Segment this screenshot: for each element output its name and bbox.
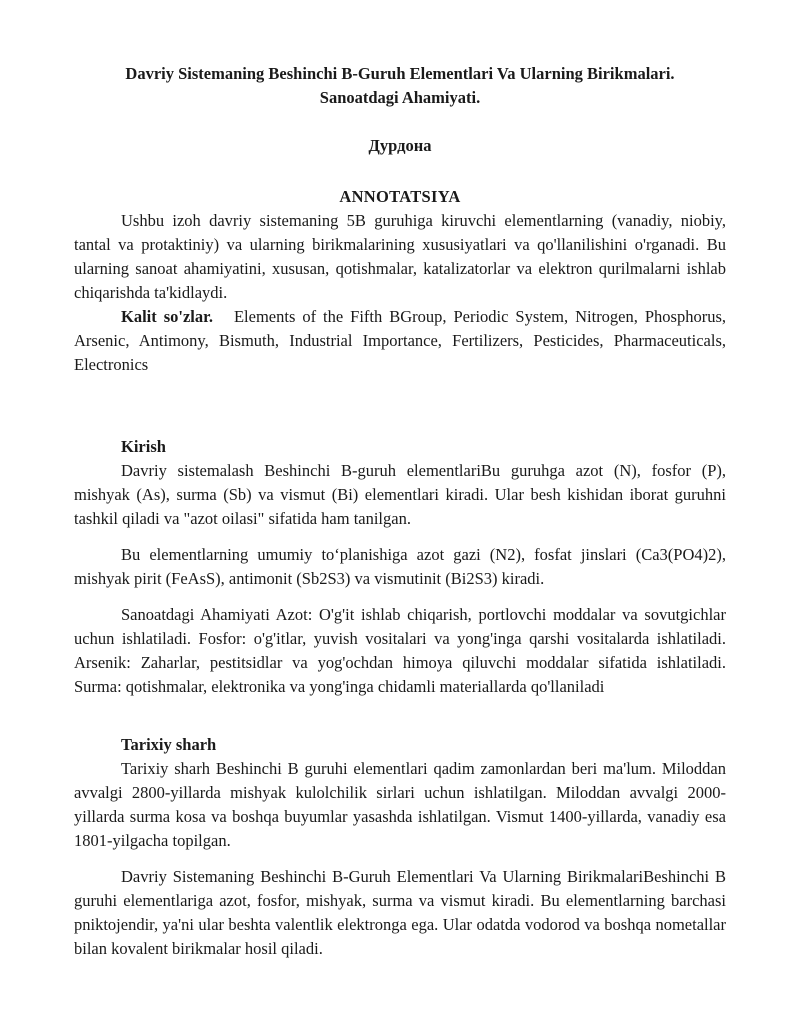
history-paragraph-1: Tarixiy sharh Beshinchi B guruhi elementlari qadim zamonlardan beri ma'lum. Miloddan avvalgi 2800-yillarda mishyak kulolchilik sirlari uchun ishlatilgan. Miloddan avvalgi 2000-yillarda surma kosa va boshqa buyumlar yasashda ishlatilgan. Vismut 1400-yillarda, vanadiy esa 1801-yilgacha topilgan.	[74, 759, 726, 850]
history-heading: Tarixiy sharh	[121, 735, 217, 754]
intro-paragraph-1: Davriy sistemalash Beshinchi B-guruh elementlariBu guruhga azot (N), fosfor (P), mishyak (As), surma (Sb) va vismut (Bi) elementlari kiradi. Ular besh kishidan iborat guruhni tashkil qiladi va "azot oilasi" sifatida ham tanilgan.	[74, 461, 726, 528]
author-name: Дурдона	[368, 136, 432, 155]
keywords-text: Elements of the Fifth BGroup, Periodic System, Nitrogen, Phosphorus, Arsenic, Antimony, Bismuth, Industrial Importance, Fertilizers, Pesticides, Pharmaceuticals, Electronics	[74, 307, 726, 374]
intro-paragraph-3: Sanoatdagi Ahamiyati Azot: O'g'it ishlab chiqarish, portlovchi moddalar va sovutgichlar uchun ishlatiladi. Fosfor: o'g'itlar, yuvish vositalari va yong'inga qarshi vositalarda ishlatiladi. Arsenik: Zaharlar, pestitsidlar va yog'ochdan himoya qiluvchi moddalar sifatida ishlatiladi. Surma: qotishmalar, elektronika va yong'inga chidamli materiallarda qo'llaniladi	[74, 605, 726, 696]
title-line-2: Sanoatdagi Ahamiyati.	[319, 88, 481, 107]
annotation-text: Ushbu izoh davriy sistemaning 5B guruhiga kiruvchi elementlarning (vanadiy, niobiy, tantal va protaktiniy) va ularning birikmalarining xususiyatlari va qo'llanilishini o'rganadi. Bu ularning sanoat ahamiyatini, xususan, qotishmalar, katalizatorlar va elektron qurilmalarni ishlab chiqarishda ta'kidlaydi.	[74, 211, 726, 302]
document-title	[74, 62, 726, 110]
annotation-heading: ANNOTATSIYA	[339, 187, 461, 206]
keywords-paragraph	[74, 305, 726, 377]
intro-paragraph-2: Bu elementlarning umumiy to‘planishiga azot gazi (N2), fosfat jinslari (Ca3(PO4)2), mishyak pirit (FeAsS), antimonit (Sb2S3) va vismutinit (Bi2S3) kiradi.	[74, 545, 726, 588]
history-paragraph-2: Davriy Sistemaning Beshinchi B-Guruh Elementlari Va Ularning BirikmalariBeshinchi B guruhi elementlariga azot, fosfor, mishyak, surma va vismut kiradi. Bu elementlarning barchasi pniktojendir, ya'ni ular beshta valentlik elektronga ega. Ular odatda vodorod va boshqa nometallar bilan kovalent birikmalar hosil qiladi.	[74, 867, 726, 958]
intro-heading: Kirish	[121, 437, 166, 456]
title-line-1: Davriy Sistemaning Beshinchi B-Guruh Elementlari Va Ularning Birikmalari.	[125, 64, 675, 83]
keywords-label: Kalit so'zlar.	[121, 307, 214, 326]
